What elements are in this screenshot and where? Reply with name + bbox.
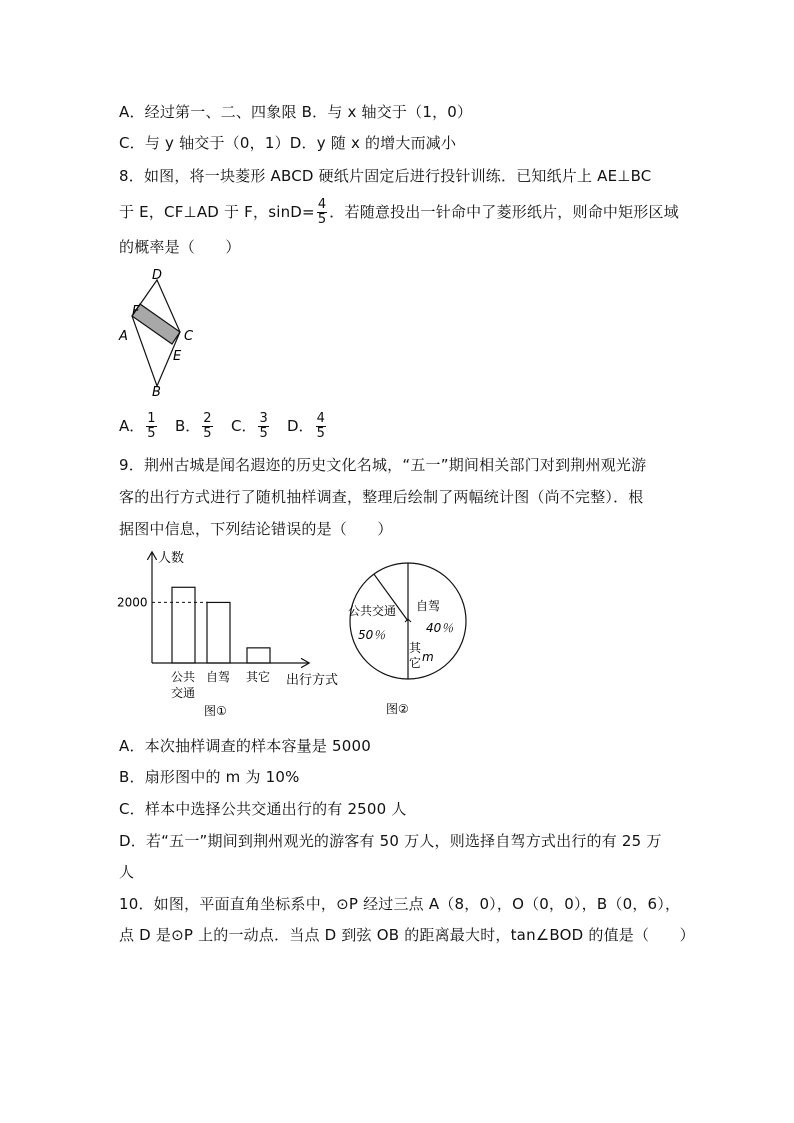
q7-options-line1: A．经过第一、二、四象限 B．与 x 轴交于（1，0） (119, 103, 473, 121)
q7-options-line2: C．与 y 轴交于（0，1）D．y 随 x 的增大而减小 (119, 134, 457, 152)
option-denominator: 5 (203, 426, 212, 441)
pie-label-drive: 自驾 (416, 599, 441, 613)
center-arrow (405, 619, 411, 625)
pie-pct-other: m (422, 650, 434, 664)
x-cat1-line2: 交通 (171, 686, 196, 700)
option-numerator: 4 (316, 411, 325, 426)
q9-question-line3: 据图中信息，下列结论错误的是（ ） (119, 520, 393, 538)
x-cat3: 其它 (246, 670, 271, 684)
q8-option-a (119, 412, 159, 441)
q8-line2-pre: 于 E，CF⊥AD 于 F，sinD= (119, 203, 315, 221)
q9-option-a: A．本次抽样调查的样本容量是 5000 (119, 737, 372, 755)
q8-option-c (231, 412, 271, 441)
q8-question-line3: 的概率是（ ） (119, 238, 241, 256)
option-denominator: 5 (316, 426, 325, 441)
option-denominator: 5 (147, 426, 156, 441)
x-axis-label: 出行方式 (286, 673, 339, 688)
pie-label-other-2: 它 (409, 656, 422, 670)
label-b: B (152, 385, 161, 400)
bar-chart-caption: 图① (204, 704, 227, 718)
q9-option-d-line2: 人 (119, 863, 135, 881)
option-letter: B． (175, 417, 201, 435)
x-cat2: 自驾 (206, 670, 231, 684)
label-c: C (184, 329, 194, 344)
pie-label-public: 公共交通 (348, 604, 397, 618)
pie-chart-caption: 图② (386, 702, 409, 716)
pie-pct-public: 50％ (358, 628, 386, 642)
q9-question-line2: 客的出行方式进行了随机抽样调查，整理后绘制了两幅统计图（尚不完整）．根 (119, 488, 644, 506)
q8-option-d (287, 412, 328, 441)
bar-2 (207, 602, 230, 663)
option-numerator: 1 (147, 411, 156, 426)
sin-denominator: 5 (317, 212, 327, 227)
q8-question-line2 (119, 198, 679, 227)
q10-question-line2: 点 D 是⊙P 上的一动点．当点 D 到弦 OB 的距离最大时，tan∠BOD 的值是（ ） (119, 926, 695, 944)
q8-line2-post: ．若随意投出一针命中了菱形纸片，则命中矩形区域 (329, 203, 679, 221)
bars-group (172, 587, 270, 663)
option-denominator: 5 (259, 426, 268, 441)
q10-question-line1: 10．如图，平面直角坐标系中，⊙P 经过三点 A（8，0），O（0，0），B（0，6）， (119, 895, 681, 913)
q9-question-line1: 9．荆州古城是闻名遐迩的历史文化名城，“五一”期间相关部门对到荆州观光游 (119, 456, 647, 474)
y-tick-2000: 2000 (117, 595, 148, 610)
label-f: F (132, 304, 140, 319)
q8-question-line1: 8．如图，将一块菱形 ABCD 硬纸片固定后进行投针训练．已知纸片上 AE⊥BC (119, 167, 652, 185)
option-numerator: 3 (259, 411, 268, 426)
label-d: D (152, 268, 163, 283)
label-a: A (119, 329, 128, 344)
option-letter: D． (287, 417, 314, 435)
rhombus-figure (112, 262, 202, 402)
q8-option-b (175, 412, 215, 441)
y-axis-label: 人数 (158, 551, 185, 566)
q9-option-d-line1: D．若“五一”期间到荆州观光的游客有 50 万人，则选择自驾方式出行的有 25 万 (119, 832, 662, 850)
bar-1 (172, 587, 195, 663)
label-e: E (173, 349, 182, 364)
q9-option-b: B．扇形图中的 m 为 10% (119, 768, 300, 786)
sin-numerator: 4 (317, 197, 327, 212)
pie-pct-drive: 40％ (426, 621, 454, 635)
bar-3 (247, 648, 270, 663)
sin-fraction (317, 198, 327, 227)
option-letter: A． (119, 417, 145, 435)
bar-chart (112, 545, 348, 725)
pie-chart (340, 555, 480, 725)
pie-label-other-1: 其 (409, 641, 422, 655)
option-letter: C． (231, 417, 257, 435)
x-cat1-line1: 公共 (171, 670, 196, 684)
option-numerator: 2 (203, 411, 212, 426)
q9-option-c: C．样本中选择公共交通出行的有 2500 人 (119, 800, 407, 818)
